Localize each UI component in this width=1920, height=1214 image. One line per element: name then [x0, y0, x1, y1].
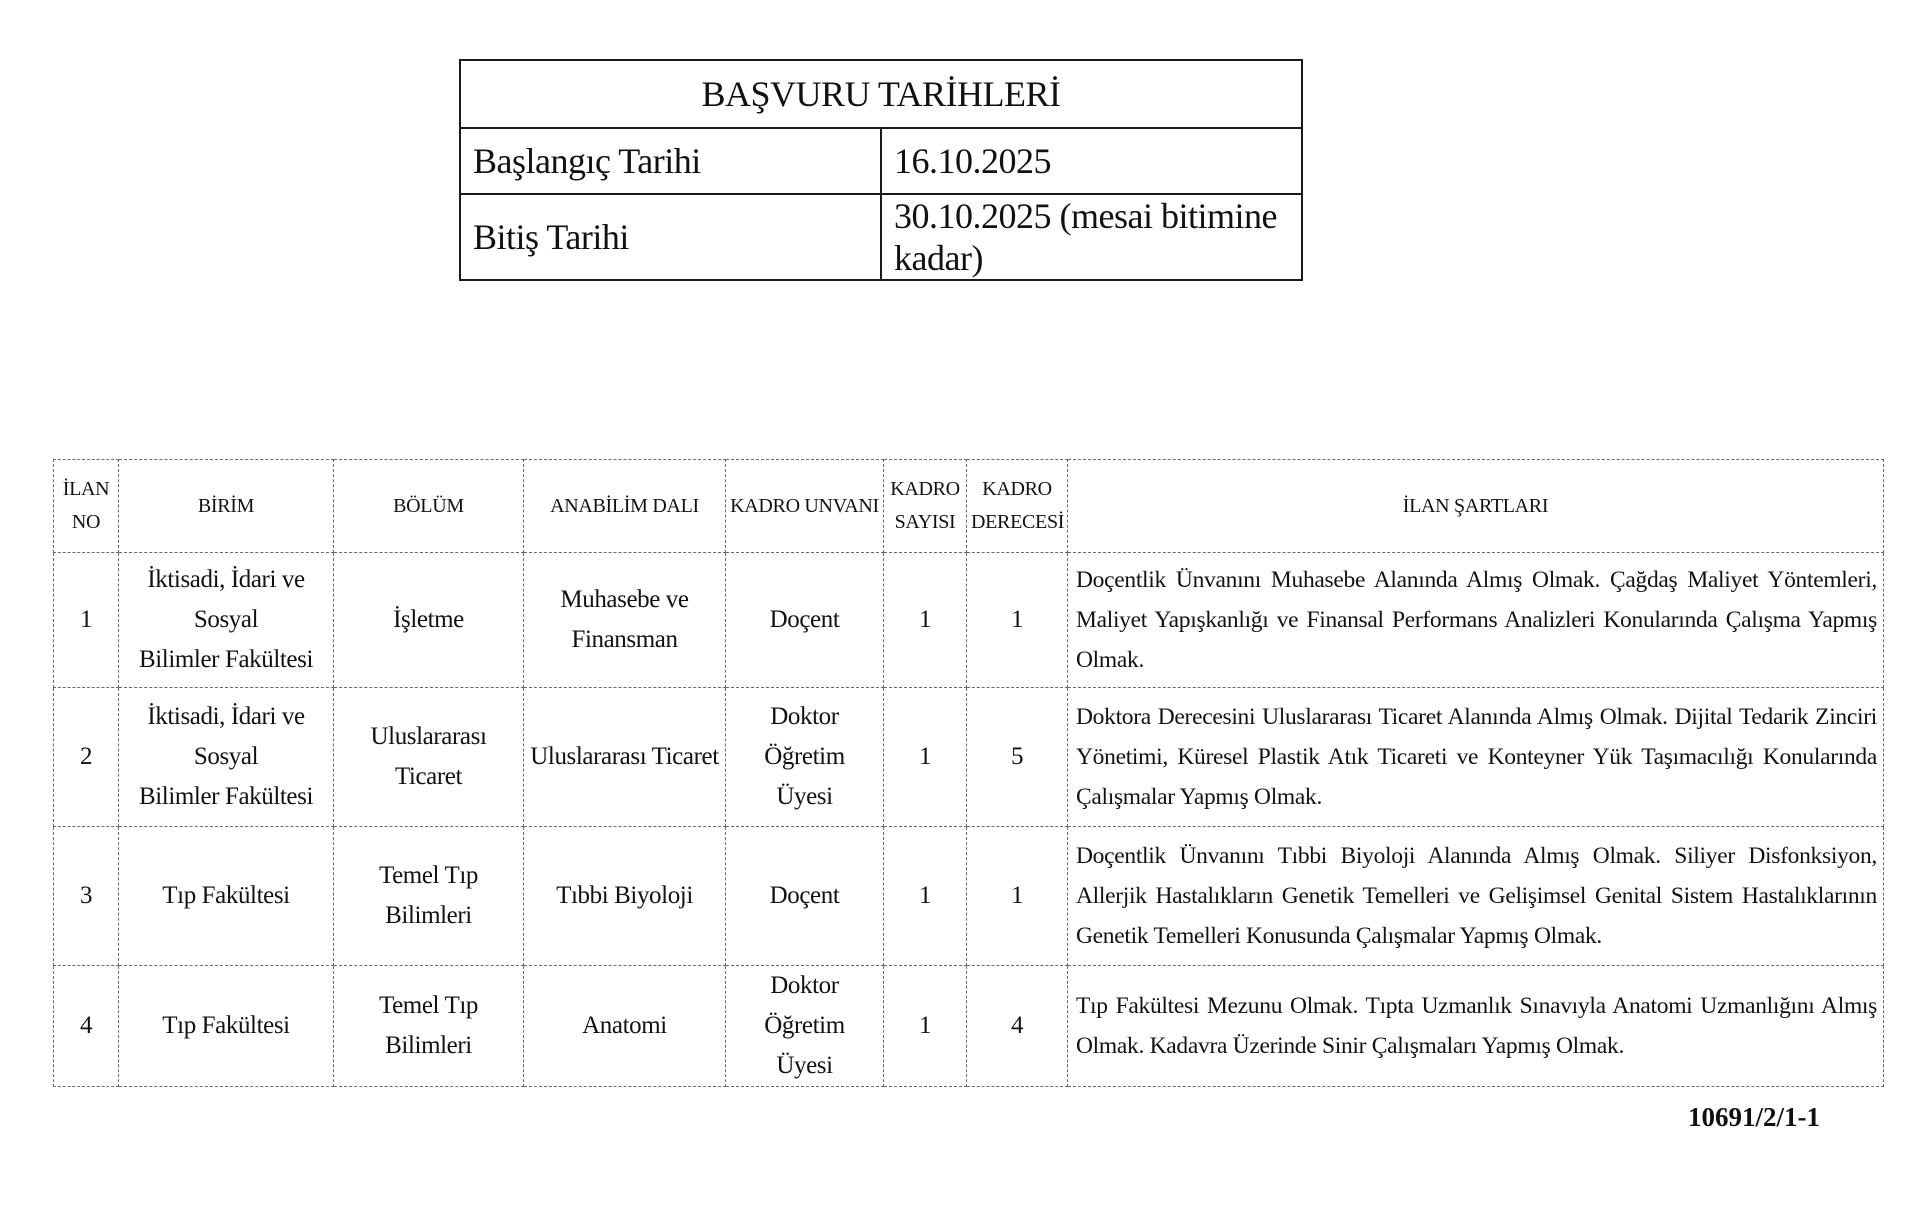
- cell-unvan: Doçent: [726, 553, 884, 688]
- cell-birim-line1: İktisadi, İdari ve Sosyal: [147, 703, 305, 770]
- end-date-label: Bitiş Tarihi: [460, 194, 881, 280]
- cell-unvan: [726, 966, 884, 1087]
- table-header-row: [54, 460, 1884, 553]
- cell-anabilim: Uluslararası Ticaret: [524, 688, 726, 827]
- position-listing-table: [53, 459, 1884, 1087]
- header-bolum: BÖLÜM: [334, 460, 524, 553]
- cell-birim: Tıp Fakültesi: [119, 966, 334, 1087]
- cell-kadro-derecesi: 1: [967, 827, 1068, 966]
- cell-ilan-no: 4: [54, 966, 119, 1087]
- cell-anabilim-line1: Muhasebe ve: [560, 586, 689, 613]
- header-kadro-sayisi-line1: KADRO: [890, 478, 960, 500]
- cell-bolum: Temel Tıp Bilimleri: [334, 966, 524, 1087]
- table-row: [54, 827, 1884, 966]
- cell-bolum: Uluslararası Ticaret: [334, 688, 524, 827]
- cell-bolum: Temel Tıp Bilimleri: [334, 827, 524, 966]
- cell-birim: Tıp Fakültesi: [119, 827, 334, 966]
- cell-ilan-no: 2: [54, 688, 119, 827]
- cell-anabilim-line2: Finansman: [571, 626, 678, 653]
- cell-birim: [119, 688, 334, 827]
- application-dates-table: [459, 59, 1303, 281]
- cell-birim-line2: Bilimler Fakültesi: [138, 646, 314, 673]
- table-row: [54, 966, 1884, 1087]
- cell-ilan-sartlari: Tıp Fakültesi Mezunu Olmak. Tıpta Uzmanlık Sınavıyla Anatomi Uzmanlığını Almış Olmak. Kadavra Üzerinde Sinir Çalışmaları Yapmış Olmak.: [1068, 966, 1884, 1087]
- header-ilan-no-line1: İLAN: [62, 478, 110, 500]
- cell-unvan-line2: Üyesi: [776, 1052, 833, 1079]
- cell-ilan-no: 3: [54, 827, 119, 966]
- cell-kadro-derecesi: 5: [967, 688, 1068, 827]
- cell-bolum: İşletme: [334, 553, 524, 688]
- header-anabilim: ANABİLİM DALI: [524, 460, 726, 553]
- start-date-row: [460, 128, 1302, 194]
- cell-anabilim: [524, 553, 726, 688]
- header-ilan-no: [54, 460, 119, 553]
- cell-birim-line1: İktisadi, İdari ve Sosyal: [147, 566, 305, 633]
- cell-unvan: [726, 688, 884, 827]
- cell-kadro-sayisi: 1: [884, 966, 967, 1087]
- header-kadro-sayisi: [884, 460, 967, 553]
- dates-title-row: [460, 60, 1302, 128]
- cell-unvan-line1: Doktor Öğretim: [764, 972, 845, 1039]
- cell-ilan-sartlari: Doçentlik Ünvanını Tıbbi Biyoloji Alanında Almış Olmak. Siliyer Disfonksiyon, Allerjik Hastalıkların Genetik Temelleri ve Gelişimsel Genital Sistem Hastalıklarının Genetik Temelleri Konusunda Çalışmalar Yapmış Olmak.: [1068, 827, 1884, 966]
- cell-unvan-line2: Üyesi: [776, 783, 833, 810]
- cell-anabilim: Anatomi: [524, 966, 726, 1087]
- document-reference-number: 10691/2/1-1: [1688, 1102, 1820, 1132]
- start-date-value: 16.10.2025: [881, 128, 1302, 194]
- cell-unvan: Doçent: [726, 827, 884, 966]
- cell-ilan-sartlari: Doçentlik Ünvanını Muhasebe Alanında Almış Olmak. Çağdaş Maliyet Yöntemleri, Maliyet Yapışkanlığı ve Finansal Performans Analizleri Konularında Çalışma Yapmış Olmak.: [1068, 553, 1884, 688]
- end-date-value: 30.10.2025 (mesai bitimine kadar): [881, 194, 1302, 280]
- cell-unvan-line1: Doktor Öğretim: [764, 703, 845, 770]
- cell-birim-line2: Bilimler Fakültesi: [138, 783, 314, 810]
- table-row: [54, 553, 1884, 688]
- cell-ilan-sartlari: Doktora Derecesini Uluslararası Ticaret Alanında Almış Olmak. Dijital Tedarik Zinciri Yönetimi, Küresel Plastik Atık Ticareti ve Konteyner Yük Taşımacılığı Konularında Çalışmalar Yapmış Olmak.: [1068, 688, 1884, 827]
- header-ilan-no-line2: NO: [71, 511, 101, 533]
- header-kadro-sayisi-line2: SAYISI: [894, 511, 956, 533]
- start-date-label: Başlangıç Tarihi: [460, 128, 881, 194]
- header-unvan: KADRO UNVANI: [726, 460, 884, 553]
- cell-anabilim: Tıbbi Biyoloji: [524, 827, 726, 966]
- header-kadro-derecesi: [967, 460, 1068, 553]
- cell-birim: [119, 553, 334, 688]
- table-row: [54, 688, 1884, 827]
- header-birim: BİRİM: [119, 460, 334, 553]
- end-date-row: [460, 194, 1302, 280]
- cell-kadro-derecesi: 4: [967, 966, 1068, 1087]
- cell-kadro-sayisi: 1: [884, 553, 967, 688]
- header-ilan-sartlari: İLAN ŞARTLARI: [1068, 460, 1884, 553]
- header-kadro-derecesi-line2: DERECESİ: [971, 511, 1065, 533]
- cell-kadro-derecesi: 1: [967, 553, 1068, 688]
- cell-kadro-sayisi: 1: [884, 688, 967, 827]
- header-kadro-derecesi-line1: KADRO: [982, 478, 1052, 500]
- cell-kadro-sayisi: 1: [884, 827, 967, 966]
- dates-title: BAŞVURU TARİHLERİ: [460, 60, 1302, 128]
- cell-ilan-no: 1: [54, 553, 119, 688]
